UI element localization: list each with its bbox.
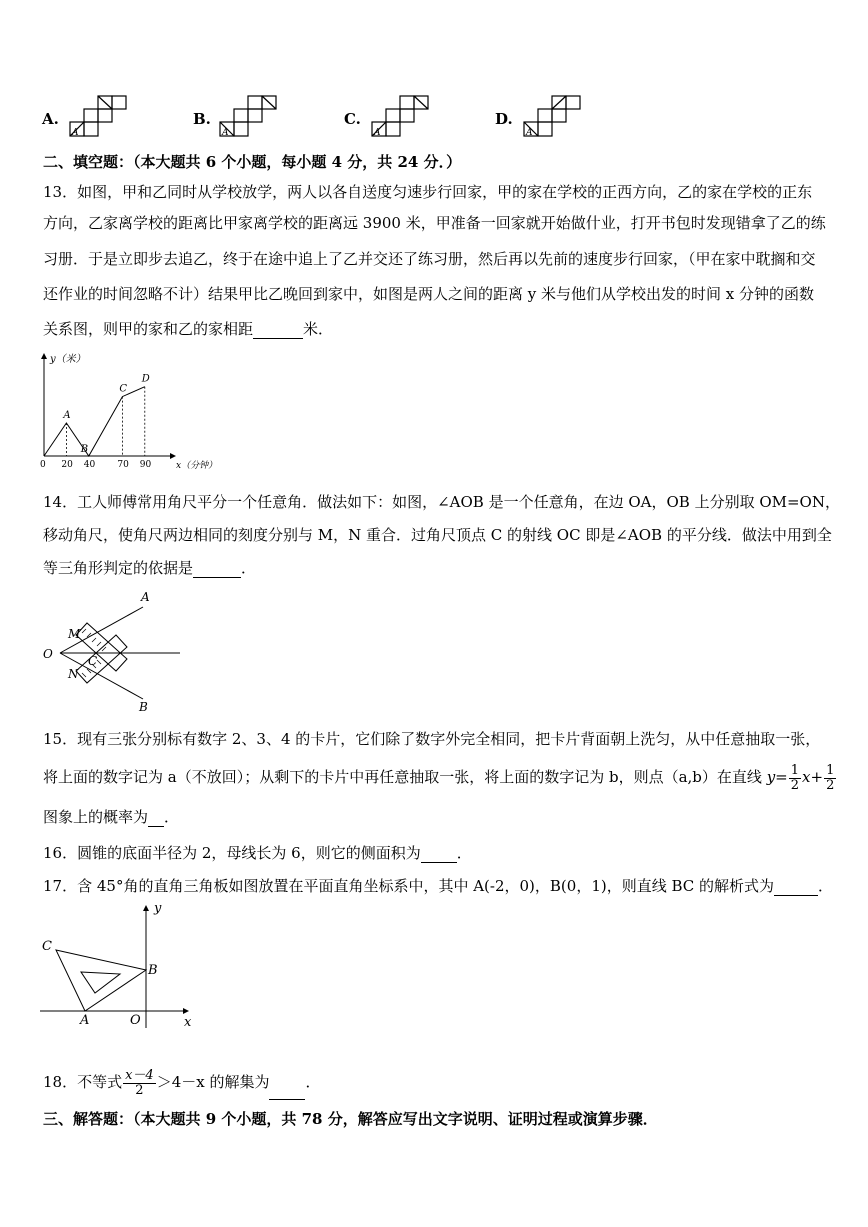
option-a-corner: A [72, 128, 79, 138]
label-b: B [148, 963, 158, 978]
eq-plus: + [810, 768, 824, 786]
q13-line-1: 13．如图，甲和乙同时从学校放学，两人以各自送度匀速步行回家，甲的家在学校的正西方向，乙的家在学校的正东 [43, 183, 813, 201]
q13-answer-blank[interactable] [253, 320, 303, 339]
q16-text: 16．圆锥的底面半径为 2，母线长为 6，则它的侧面积为 [43, 844, 421, 862]
eq-num-1: 1 [790, 762, 800, 778]
label-m: M [68, 627, 81, 641]
option-c-corner: A [374, 128, 381, 138]
option-b-figure [218, 94, 280, 138]
label-x: x [184, 1015, 192, 1030]
option-a-label[interactable]: A. [42, 110, 59, 128]
q13-line-2: 方向，乙家离学校的距离比甲家离学校的距离远 3900 米，甲准备一回家就开始做什业，打开书包时发现错拿了乙的练 [43, 214, 826, 232]
option-b-corner: A [222, 128, 229, 138]
option-d-corner: A [526, 128, 533, 138]
y-axis-label: y（米） [50, 354, 86, 365]
q17-coordinate-figure [38, 900, 208, 1030]
option-c-label[interactable]: C. [344, 110, 361, 128]
option-d-figure [522, 94, 584, 138]
label-n: N [68, 667, 79, 681]
label-y: y [154, 901, 162, 916]
q15-end: ． [164, 808, 180, 826]
q14-text: 等三角形判定的依据是 [43, 559, 194, 577]
q16-answer-blank[interactable] [421, 844, 457, 863]
option-b-label[interactable]: B. [193, 110, 211, 128]
option-c-figure [370, 94, 432, 138]
eq-x: x [802, 768, 811, 786]
q16-line [43, 844, 833, 863]
origin-label: 0 [40, 460, 46, 470]
q18-answer-blank[interactable] [269, 1065, 305, 1100]
point-label-d: D [141, 373, 150, 385]
distance-polyline [44, 387, 145, 456]
eq-den-2: 2 [826, 777, 835, 793]
q14-line-3 [43, 559, 833, 578]
label-o: O [130, 1013, 141, 1028]
option-a-figure [68, 94, 130, 138]
x-tick-label-20: 20 [61, 460, 73, 470]
q15-text: 将上面的数字记为 a（不放回）；从剩下的卡片中再任意抽取一张，将上面的数字记为 b，则点（a,b）在直线 [43, 768, 762, 786]
eq-fraction-2 [824, 764, 836, 793]
q15-line-1: 15．现有三张分别标有数字 2、3、4 的卡片，它们除了数字外完全相同，把卡片背面朝上洗匀，从中任意抽取一张， [43, 730, 821, 748]
label-a: A [141, 590, 150, 604]
q14-end: ． [241, 559, 257, 577]
q14-line-1: 14．工人师傅常用角尺平分一个任意角．做法如下：如图，∠AOB 是一个任意角，在边 OA，OB 上分别取 OM=ON， [43, 493, 840, 511]
q17-line [43, 877, 833, 896]
x-tick-label-70: 70 [117, 460, 129, 470]
q18-text: 18．不等式 [43, 1073, 123, 1091]
q18-text-2: ＞4－x 的解集为 [156, 1073, 270, 1091]
q15-answer-blank[interactable] [148, 808, 164, 827]
section-3-heading: 三、解答题：（本大题共 9 个小题，共 78 分，解答应写出文字说明、证明过程或演算步骤． [43, 1110, 658, 1128]
label-c: C [42, 939, 52, 954]
q15-line-2 [43, 761, 833, 793]
q18-numerator: x－4 [125, 1067, 154, 1083]
q15-line-3 [43, 808, 833, 827]
point-label-a: A [63, 410, 71, 421]
eq-den-1: 2 [790, 777, 800, 793]
q17-text: 17．含 45°角的直角三角板如图放置在平面直角坐标系中，其中 A(-2，0)，B(0，1)，则直线 BC 的解析式为 [43, 877, 775, 895]
label-c: C [88, 654, 98, 668]
eq-y: y [766, 768, 776, 786]
q13-line-5 [43, 320, 833, 339]
q13-distance-time-graph [30, 350, 250, 472]
line-equation [766, 762, 838, 793]
q14-line-2: 移动角尺，使角尺两边相同的刻度分别与 M，N 重合．过角尺顶点 C 的射线 OC 即是∠AOB 的平分线．做法中用到全 [43, 526, 832, 544]
section-2-heading: 二、填空题：（本大题共 6 个小题，每小题 4 分，共 24 分．） [43, 153, 462, 171]
q16-end: ． [456, 844, 472, 862]
q18-denominator: 2 [135, 1082, 144, 1098]
q13-line-3: 习册．于是立即步去追乙，终于在途中追上了乙并交还了练习册，然后再以先前的速度步行回家，（甲在家中耽搁和交 [43, 250, 816, 268]
q18-fraction [123, 1069, 156, 1098]
q14-answer-blank[interactable] [193, 559, 241, 578]
triangle-inner [81, 972, 120, 993]
option-d-label[interactable]: D. [495, 110, 513, 128]
point-label-c: C [119, 383, 128, 395]
point-label-b: B [80, 444, 89, 455]
label-b: B [139, 700, 148, 714]
eq-equals: = [775, 768, 788, 786]
eq-fraction-1 [789, 764, 801, 793]
q13-line-4: 还作业的时间忽略不计）结果甲比乙晚回到家中，如图是两人之间的距离 y 米与他们从学校出发的时间 x 分钟的函数 [43, 285, 815, 303]
label-a: A [80, 1013, 90, 1028]
triangle-abc [56, 950, 146, 1011]
q18-end: ． [305, 1073, 321, 1091]
q18-line [43, 1065, 833, 1100]
q17-end: ． [818, 877, 834, 895]
q17-answer-blank[interactable] [774, 877, 818, 896]
q13-unit: 米． [303, 320, 334, 338]
q14-angle-bisector-figure [35, 585, 195, 715]
x-axis-label: x（分钟） [176, 461, 218, 471]
q15-text-2: 图象上的概率为 [43, 808, 149, 826]
eq-num-2: 1 [826, 762, 835, 778]
q13-text: 关系图，则甲的家和乙的家相距 [43, 320, 254, 338]
x-tick-label-40: 40 [83, 460, 96, 470]
x-tick-label-90: 90 [139, 460, 152, 470]
label-o: O [43, 647, 53, 661]
